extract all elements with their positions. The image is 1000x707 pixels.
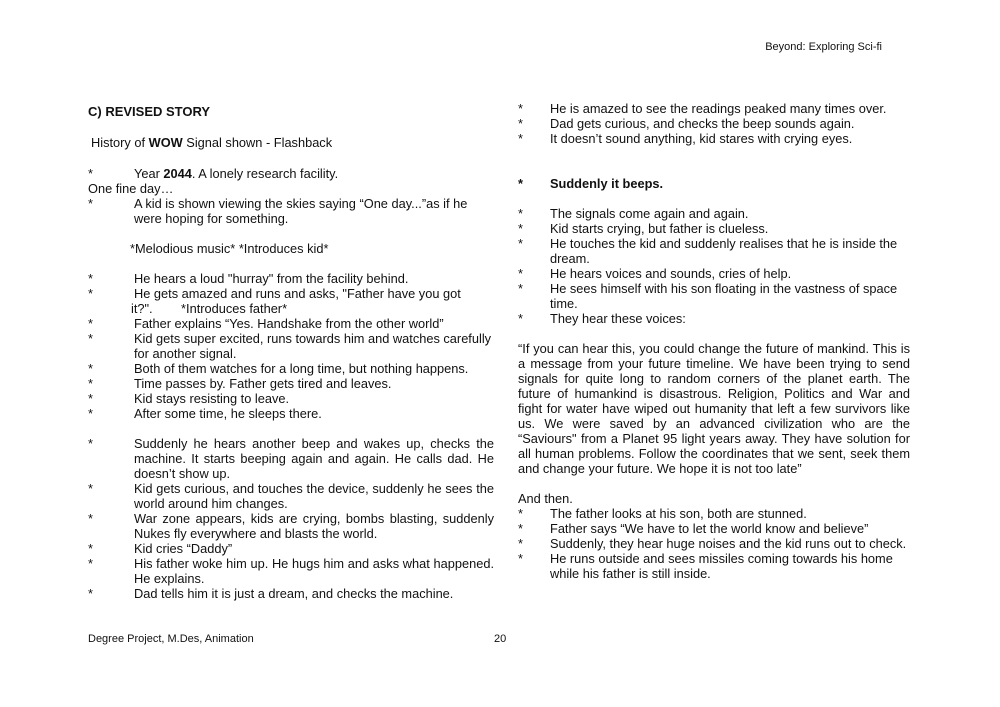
list-item: * His father woke him up. He hugs him and asks what happened. He explains. bbox=[88, 556, 494, 586]
bullet-star: * bbox=[518, 521, 523, 536]
bullet-star: * bbox=[88, 586, 93, 601]
bullet-star: * bbox=[88, 556, 93, 571]
bullet-star: * bbox=[88, 436, 93, 451]
intro-line: History of WOW Signal shown - Flashback bbox=[91, 135, 333, 150]
page-number: 20 bbox=[494, 633, 507, 645]
future-message-quote: “If you can hear this, you could change the future of mankind. This is a message from your future timeline. We have been trying to send signals for quite long to random corners of the planet earth. The future of humankind is disastrous. Religion, Politics and War and fight for water have wiped out humanity that left a few survivors like us. We were saved by an advanced civilization who are the “Saviours" from a Planet 95 light years away. They have solution for all human problems. Follow the coordinates that we sent, seek them and change your future. We hope it is not too late” bbox=[518, 341, 910, 476]
bullet-star: * bbox=[518, 236, 523, 251]
list-item: * After some time, he sleeps there. bbox=[88, 406, 322, 421]
list-item: * It doesn’t sound anything, kid stares with crying eyes. bbox=[518, 131, 853, 146]
bullet-star: * bbox=[518, 176, 523, 191]
bullet-star: * bbox=[518, 116, 523, 131]
bullet-star: * bbox=[88, 391, 93, 406]
bullet-star: * bbox=[88, 481, 93, 496]
list-item: * Kid starts crying, but father is clueless. bbox=[518, 221, 769, 236]
bullet-star: * bbox=[88, 316, 93, 331]
list-item: * Year 2044. A lonely research facility. bbox=[88, 166, 339, 181]
bullet-star: * bbox=[518, 506, 523, 521]
bullet-star: * bbox=[88, 541, 93, 556]
list-item: * The signals come again and again. bbox=[518, 206, 749, 221]
list-item: * Dad gets curious, and checks the beep sounds again. bbox=[518, 116, 855, 131]
list-item: * Kid stays resisting to leave. bbox=[88, 391, 290, 406]
bullet-star: * bbox=[518, 131, 523, 146]
bullet-star: * bbox=[518, 221, 523, 236]
bullet-star: * bbox=[518, 101, 523, 116]
bullet-star: * bbox=[518, 266, 523, 281]
list-item: * Time passes by. Father gets tired and leaves. bbox=[88, 376, 392, 391]
and-then-text: And then. bbox=[518, 491, 573, 506]
list-item: * He sees himself with his son floating in the vastness of space time. bbox=[518, 281, 898, 311]
list-item: * Father explains “Yes. Handshake from the other world” bbox=[88, 316, 444, 331]
bullet-star: * bbox=[88, 511, 93, 526]
bullet-star: * bbox=[88, 376, 93, 391]
bullet-star: * bbox=[88, 331, 93, 346]
list-item: * Kid cries “Daddy” bbox=[88, 541, 233, 556]
list-item: * The father looks at his son, both are stunned. bbox=[518, 506, 807, 521]
left-column bbox=[88, 101, 494, 601]
bullet-star: * bbox=[88, 196, 93, 211]
list-item: * He hears a loud "hurray" from the facility behind. bbox=[88, 271, 409, 286]
music-cue: *Melodious music* *Introduces kid* bbox=[130, 241, 329, 256]
list-item: * Both of them watches for a long time, but nothing happens. bbox=[88, 361, 469, 376]
list-item: * Kid gets super excited, runs towards him and watches carefully for another signal. bbox=[88, 331, 492, 361]
bullet-star: * bbox=[88, 166, 93, 181]
bullet-star: * bbox=[518, 281, 523, 296]
footer-course-label: Degree Project, M.Des, Animation bbox=[88, 633, 254, 645]
bullet-star: * bbox=[518, 206, 523, 221]
right-column bbox=[518, 101, 910, 581]
bullet-star: * bbox=[518, 536, 523, 551]
bullet-star: * bbox=[518, 551, 523, 566]
one-fine-day-text: One fine day… bbox=[88, 181, 174, 196]
bullet-star: * bbox=[88, 286, 93, 301]
section-heading: C) REVISED STORY bbox=[88, 104, 211, 119]
list-item: * He is amazed to see the readings peaked many times over. bbox=[518, 101, 887, 116]
list-item: * They hear these voices: bbox=[518, 311, 686, 326]
bullet-star: * bbox=[88, 406, 93, 421]
list-item: * Dad tells him it is just a dream, and checks the machine. bbox=[88, 586, 454, 601]
list-item: * Father says “We have to let the world know and believe” bbox=[518, 521, 869, 536]
bullet-star: * bbox=[518, 311, 523, 326]
list-item: * War zone appears, kids are crying, bombs blasting, suddenly Nukes fly everywhere and blasts the world. bbox=[88, 511, 494, 541]
list-item: * He runs outside and sees missiles coming towards his home while his father is still inside. bbox=[518, 551, 893, 581]
list-item: * A kid is shown viewing the skies saying “One day...”as if he were hoping for something. bbox=[88, 196, 468, 226]
running-header: Beyond: Exploring Sci-fi bbox=[765, 41, 882, 53]
list-item: * Suddenly, they hear huge noises and the kid runs out to check. bbox=[518, 536, 907, 551]
list-item: * He hears voices and sounds, cries of help. bbox=[518, 266, 792, 281]
list-item: * He gets amazed and runs and asks, "Father have you got it?". *Introduces father* bbox=[88, 286, 461, 316]
bullet-star: * bbox=[88, 361, 93, 376]
list-item: * He touches the kid and suddenly realises that he is inside the dream. bbox=[518, 236, 898, 266]
list-item: * Suddenly he hears another beep and wakes up, checks the machine. It starts beeping again and again. He calls dad. He doesn’t show up. bbox=[88, 436, 494, 481]
bullet-star: * bbox=[88, 271, 93, 286]
list-item: * Kid gets curious, and touches the device, suddenly he sees the world around him changes. bbox=[88, 481, 494, 511]
list-item: * Suddenly it beeps. bbox=[518, 176, 664, 191]
